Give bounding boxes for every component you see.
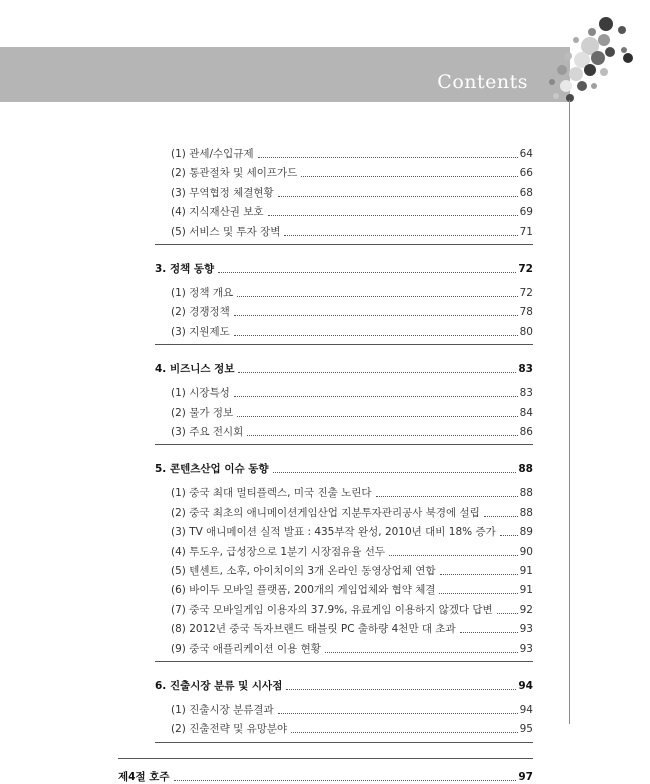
toc-item[interactable] [171,541,533,559]
toc-item-label: (1) 정책 개요 [171,287,234,299]
toc-item-label: (2) 통관절차 및 세이프가드 [171,167,298,180]
toc-item-label: (3) 지원제도 [171,325,230,338]
toc-chapter-page-number: 97 [518,770,533,783]
toc-item-label: (2) 진출전략 및 유망분야 [171,723,288,736]
dot-leader [234,315,518,316]
toc-item-label: (7) 중국 모바일게임 이용자의 37.9%, 유료게임 이용하지 않겠다 답변 [171,603,493,616]
toc-item-label: (1) 관세/수입규제 [171,148,254,160]
toc-item-page-number: 88 [519,506,533,519]
dot-leader [247,435,517,436]
dot-leader [301,176,517,177]
toc-section-label: 3. 정책 동향 [155,263,215,275]
toc-section-label: 4. 비즈니스 정보 [155,363,235,376]
dot-leader [284,235,517,236]
toc-item-page-number: 94 [519,704,533,716]
toc-item-page-number: 95 [519,723,533,736]
toc-item[interactable] [171,521,533,539]
section-divider [155,244,533,245]
toc-item-label: (6) 바이두 모바일 플랫폼, 200개의 게임업체와 협약 체결 [171,584,436,597]
toc-item-label: (5) 텐센트, 소후, 아이치이의 3개 온라인 동영상업체 연합 [171,565,436,577]
section-divider [155,344,533,345]
toc-item-page-number: 92 [519,603,533,616]
toc-item-page-number: 84 [519,406,533,419]
toc-item[interactable] [171,321,533,339]
toc-section-label: 5. 콘텐츠산업 이슈 동향 [155,463,269,476]
dot-leader [237,416,518,417]
toc-chapter-label: 제4절 호주 [118,770,170,783]
dot-leader [278,713,518,714]
dot-leader [268,215,518,216]
dot-leader [497,613,518,614]
dot-leader [278,196,518,197]
toc-item-label: (9) 중국 애플리케이션 이용 현황 [171,642,321,655]
dot-leader [174,780,517,781]
page-title: Contents [437,71,528,93]
toc-item-page-number: 91 [519,584,533,597]
toc-item-label: (2) 물가 정보 [171,406,234,419]
toc-item[interactable] [171,638,533,656]
toc-item[interactable] [171,502,533,520]
toc-item[interactable] [171,182,533,200]
dot-leader [218,272,516,273]
toc-item-label: (2) 경쟁정책 [171,306,230,319]
toc-section[interactable] [155,675,533,693]
dot-leader [258,157,518,158]
toc-item[interactable] [171,718,533,736]
toc-item-page-number: 93 [519,623,533,636]
toc-item[interactable] [171,699,533,717]
toc-item-label: (3) 무역협정 체결현황 [171,186,274,199]
toc-item-label: (1) 시장특성 [171,387,230,400]
toc-item-page-number: 69 [519,206,533,219]
toc-item[interactable] [171,282,533,300]
toc-item-page-number: 93 [519,642,533,655]
toc-item[interactable] [171,201,533,219]
dot-leader [325,652,518,653]
section-divider [155,661,533,662]
toc-section-page-number: 94 [518,680,533,692]
toc-section[interactable] [155,358,533,376]
toc-item[interactable] [171,301,533,319]
toc-item[interactable] [171,143,533,161]
dot-leader [439,593,517,594]
toc-item-page-number: 91 [519,565,533,577]
dot-leader [238,372,516,373]
section-divider [155,444,533,445]
toc-item[interactable] [171,162,533,180]
toc-item[interactable] [171,618,533,636]
dot-leader [234,396,518,397]
toc-item-page-number: 64 [519,148,533,160]
dot-leader [500,535,518,536]
toc-item-label: (2) 중국 최초의 애니메이션게임산업 지분투자관리공사 북경에 설립 [171,506,480,519]
toc-section[interactable] [155,258,533,276]
toc-item[interactable] [171,221,533,239]
toc-item-label: (3) TV 애니메이션 실적 발표 : 435부작 완성, 2010년 대비 18% 증가 [171,526,496,539]
toc-item-page-number: 71 [519,225,533,238]
toc-item-page-number: 83 [519,387,533,400]
section-divider [155,742,533,743]
toc-item-page-number: 68 [519,186,533,199]
toc-item-label: (3) 주요 전시회 [171,426,244,438]
toc-item[interactable] [171,482,533,500]
dot-leader [440,574,518,575]
toc-item-label: (4) 투도우, 급성장으로 1분기 시장점유율 선두 [171,545,386,558]
dot-leader [237,296,518,297]
toc-item[interactable] [171,421,533,439]
toc-item-page-number: 78 [519,306,533,319]
toc-item[interactable] [171,560,533,578]
dot-leader [389,555,518,556]
toc-item-page-number: 90 [519,545,533,558]
toc-item[interactable] [171,579,533,597]
toc-item-label: (5) 서비스 및 투자 장벽 [171,225,281,238]
toc-section-page-number: 72 [518,263,533,275]
dot-leader [484,516,518,517]
toc-item-page-number: 66 [519,167,533,180]
toc-item-label: (1) 진출시장 분류결과 [171,704,274,716]
toc-section-page-number: 83 [518,363,533,376]
dot-leader [376,496,518,497]
dot-leader [234,335,518,336]
toc-item-page-number: 86 [519,426,533,438]
toc-item[interactable] [171,599,533,617]
dot-leader [460,632,518,633]
toc-item-page-number: 88 [519,487,533,500]
toc-section[interactable] [155,458,533,476]
toc-item-page-number: 89 [519,526,533,539]
toc-chapter[interactable] [118,766,533,784]
toc-item-label: (8) 2012년 중국 독자브랜드 태블릿 PC 출하량 4천만 대 초과 [171,623,456,636]
toc-item[interactable] [171,382,533,400]
dot-leader [291,732,517,733]
toc-item-page-number: 72 [519,287,533,299]
toc-item-label: (4) 지식재산권 보호 [171,206,264,219]
dot-leader [273,472,517,473]
toc-section-page-number: 88 [518,463,533,476]
toc-item-page-number: 80 [519,325,533,338]
dot-leader [286,689,516,690]
section-divider [118,758,533,759]
toc-section-label: 6. 진출시장 분류 및 시사점 [155,680,283,692]
toc-item[interactable] [171,402,533,420]
toc-item-label: (1) 중국 최대 멀티플렉스, 미국 진출 노린다 [171,487,372,500]
